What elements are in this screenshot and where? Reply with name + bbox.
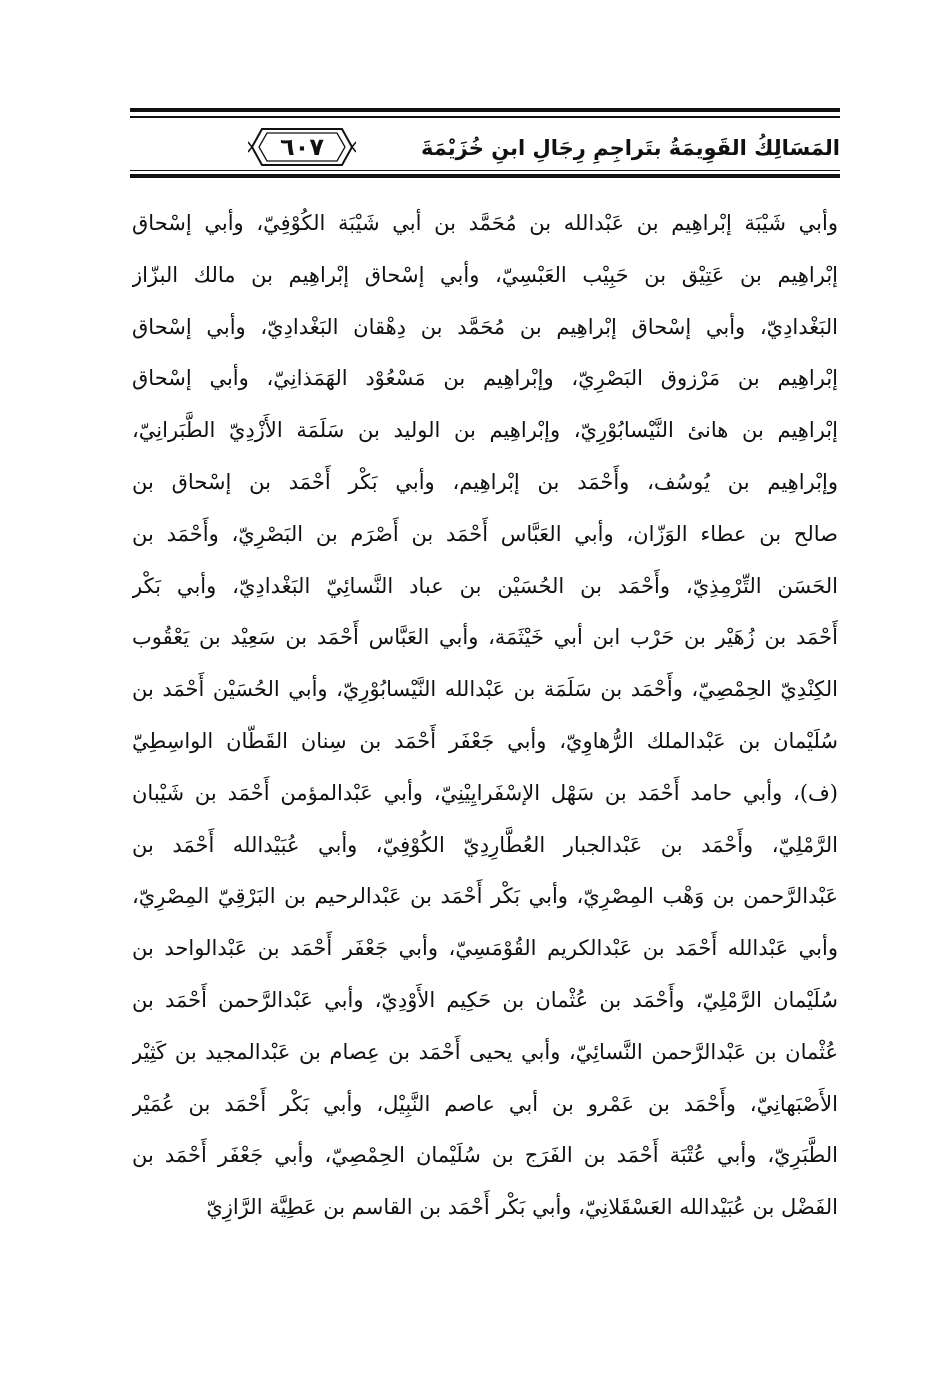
text-line: الأَصْبَهانِيّ، وأَحْمَد بن عَمْرو بن أبي عاصم النَّبِيْل، وأبي بَكْر أَحْمَد بن عُمَيْر [132, 1091, 838, 1116]
page-header [130, 108, 840, 184]
running-title: المَسَالِكُ القَوِيمَةُ بتَراجِمِ رِجَالِ ابنِ خُزَيْمَةَ [420, 136, 840, 160]
text-line: الفَضْل بن عُبَيْدالله العَسْقَلانِيّ، وأبي بَكْر أَحْمَد بن القاسم بن عَطِيَّة الرَّازِيّ [206, 1195, 838, 1220]
text-line: أَحْمَد بن زُهَيْر بن حَرْب ابن أبي خَيْثَمَة، وأبي العَبَّاس أَحْمَد بن سَعِيْد بن يَعْقُوب [132, 625, 838, 650]
page-number: ٦٠٧ [280, 133, 324, 161]
text-line: صالح بن عطاء الوَزّان، وأبي العَبَّاس أَحْمَد بن أَصْرَم بن البَصْرِيّ، وأَحْمَد بن [132, 521, 838, 546]
text-line: البَغْدادِيّ، وأبي إسْحاق إبْراهِيم بن مُحَمَّد بن دِهْقان البَغْدادِيّ، وأبي إسْحاق [132, 314, 838, 339]
text-line: إبْراهِيم بن مَرْزوق البَصْرِيّ، وإبْراهِيم بن مَسْعُوْد الهَمَذانِيّ، وأبي إسْحاق [132, 366, 838, 391]
header-bottom-thin-rule [130, 170, 840, 171]
text-line: إبْراهِيم بن عَتِيْق بن حَبِيْب العَبْسِيّ، وأبي إسْحاق إبْراهِيم بن مالك البزّاز [132, 262, 838, 287]
text-line: سُلَيْمان بن عَبْدالملك الرُّهاوِيّ، وأبي جَعْفَر أَحْمَد بن سِنان القَطّان الواسِطِيّ [132, 728, 838, 753]
text-line: إبْراهِيم بن هانئ النَّيْسابُوْرِيّ، وإبْراهِيم بن الوليد بن سَلَمَة الأَزْدِيّ الطَّبَرانِيّ، [132, 418, 838, 443]
text-line: عُثْمان بن عَبْدالرَّحمن النَّسائِيّ، وأبي يحيى أَحْمَد بن عِصام بن عَبْدالمجيد بن كَثِيْر [132, 1039, 838, 1064]
body-text [132, 198, 838, 1234]
header-top-thin-rule [130, 116, 840, 118]
text-line: عَبْدالرَّحمن بن وَهْب المِصْرِيّ، وأبي بَكْر أَحْمَد بن عَبْدالرحيم بن البَرْقِيّ المِصْرِيّ، [132, 884, 838, 909]
text-line: الكِنْدِيّ الحِمْصِيّ، وأَحْمَد بن سَلَمَة بن عَبْدالله النَّيْسابُوْرِيّ، وأبي الحُسَيْن أَحْمَد بن [132, 677, 838, 702]
text-line: وأبي شَيْبَة إبْراهِيم بن عَبْدالله بن مُحَمَّد بن أبي شَيْبَة الكُوْفِيّ، وأبي إسْحاق [132, 211, 838, 235]
text-line: وأبي عَبْدالله أَحْمَد بن عَبْدالكريم القُوْمَسِيّ، وأبي جَعْفَر أَحْمَد بن عَبْدالواحد بن [132, 936, 838, 961]
page-number-ornament [248, 125, 356, 169]
text-line: وإبْراهِيم بن يُوسُف، وأَحْمَد بن إبْراهِيم، وأبي بَكْر أَحْمَد بن إسْحاق بن [132, 469, 838, 494]
text-line: الحَسَن التِّرْمِذِيّ، وأَحْمَد بن الحُسَيْن بن عباد النَّسائِيّ البَغْدادِيّ، وأبي بَكْر [132, 573, 838, 598]
header-top-rule [130, 108, 840, 112]
header-bottom-rule [130, 174, 840, 178]
text-line: الرَّمْلِيّ، وأَحْمَد بن عَبْدالجبار العُطَّارِدِيّ الكُوْفِيّ، وأبي عُبَيْدالله أَحْمَد بن [132, 832, 838, 857]
text-line: الطَّبَرِيّ، وأبي عُتْبَة أَحْمَد بن الفَرَج بن سُلَيْمان الحِمْصِيّ، وأبي جَعْفَر أَحْمَد بن [132, 1143, 838, 1168]
text-line: (ف)، وأبي حامد أَحْمَد بن سَهْل الإسْفَرايِيْنِيّ، وأبي عَبْدالمؤمن أَحْمَد بن شَيْبان [132, 780, 838, 805]
text-line: سُلَيْمان الرَّمْلِيّ، وأَحْمَد بن عُثْمان بن حَكِيم الأَوْدِيّ، وأبي عَبْدالرَّحمن أَحْمَد بن [132, 987, 838, 1012]
